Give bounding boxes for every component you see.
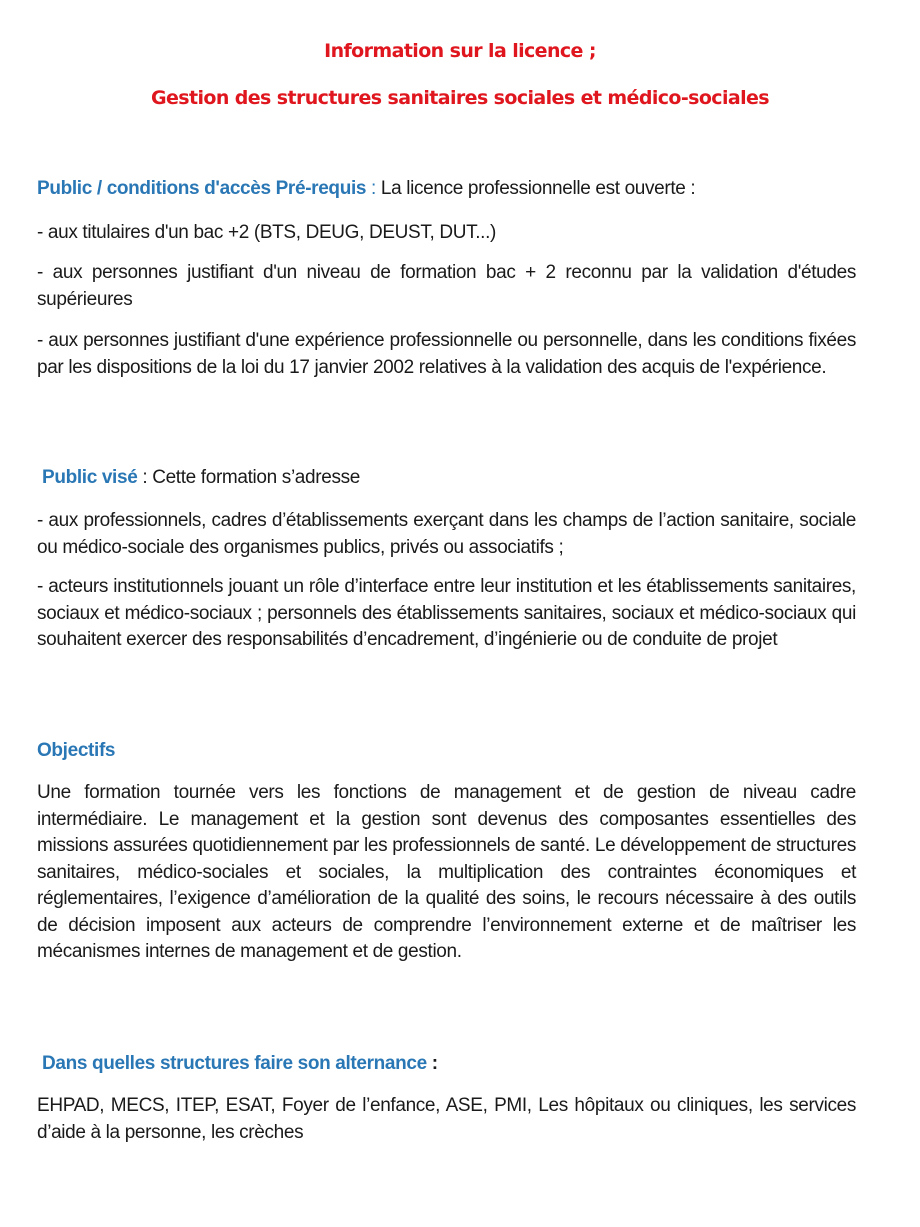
section-alternance-header — [42, 1051, 861, 1078]
access-item-1: - aux titulaires d'un bac +2 (BTS, DEUG, DEUST, DUT...) — [37, 222, 496, 243]
objectives-body: Une formation tournée vers les fonctions de management et de gestion de niveau cadre intermédiaire. Le management et la gestion sont devenus des composantes essentielles des missions assurées quotidiennement par les professionnels de santé. Le développement de structures sanitaires, médico-sociales et sociales, la multiplication des contraintes économiques et réglementaires, l’exigence d’amélioration de la qualité des soins, le recours nécessaire à des outils de décision imposent aux acteurs de comprendre l’environnement externe et de maîtriser les mécanismes internes de management et de gestion. — [37, 782, 856, 962]
section-heading-access: Public / conditions d'accès Pré-requis — [37, 178, 367, 199]
heading-separator: : — [366, 178, 381, 199]
alternance-body: EHPAD, MECS, ITEP, ESAT, Foyer de l’enfance, ASE, PMI, Les hôpitaux ou cliniques, les services d’aide à la personne, les crèches — [37, 1095, 856, 1143]
heading-separator: : — [137, 467, 153, 488]
document-title: Information sur la licence ; — [324, 40, 596, 62]
section-target-header — [42, 465, 861, 492]
access-item-3: - aux personnes justifiant d'une expérience professionnelle ou personnelle, dans les conditions fixées par les dispositions de la loi du 17 janvier 2002 relatives à la validation des acquis de l'expérience. — [37, 330, 856, 378]
heading-separator: : — [426, 1053, 438, 1074]
section-heading-objectives: Objectifs — [37, 740, 116, 761]
section-intro-target: Cette formation s’adresse — [152, 467, 360, 488]
access-item-2: - aux personnes justifiant d'un niveau de formation bac + 2 reconnu par la validation d'études supérieures — [37, 262, 856, 310]
target-item-2: - acteurs institutionnels jouant un rôle d’interface entre leur institution et les établissements sanitaires, sociaux et médico-sociaux ; personnels des établissements sanitaires, sociaux et médico-sociaux qui souhaitent exercer des responsabilités d’encadrement, d’ingénierie ou de conduite de projet — [37, 576, 856, 650]
section-intro-access: La licence professionnelle est ouverte : — [380, 178, 696, 199]
section-objectives-header — [37, 738, 856, 765]
document-subtitle: Gestion des structures sanitaires sociales et médico-sociales — [150, 87, 770, 109]
target-item-1: - aux professionnels, cadres d’établissements exerçant dans les champs de l’action sanitaire, sociale ou médico-sociale des organismes publics, privés ou associatifs ; — [37, 510, 856, 558]
section-heading-alternance: Dans quelles structures faire son alternance — [42, 1053, 427, 1074]
section-access-header — [37, 176, 856, 203]
section-heading-target: Public visé — [42, 467, 138, 488]
